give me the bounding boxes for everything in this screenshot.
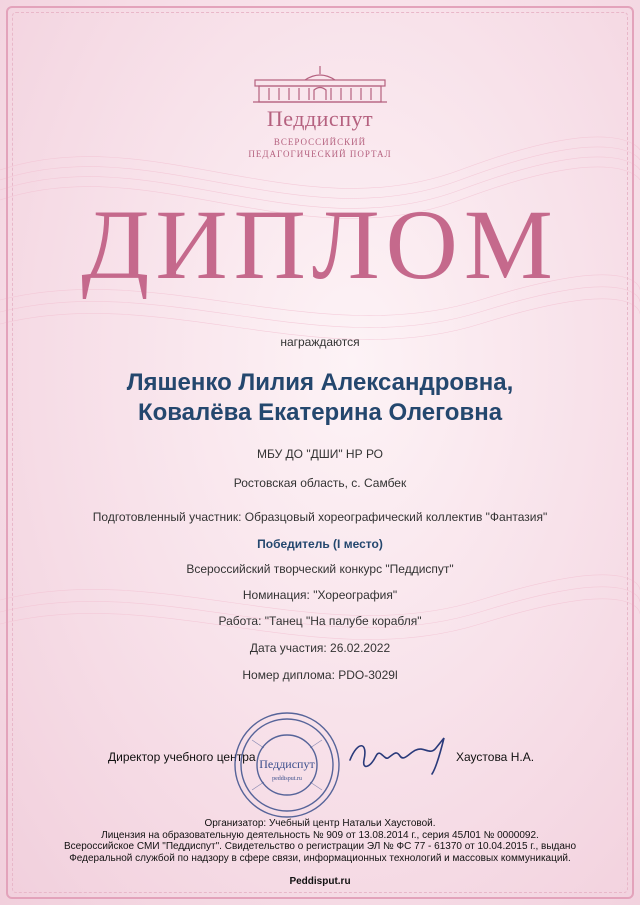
participant: Подготовленный участник: Образцовый хореографический коллектив "Фантазия" <box>92 510 548 524</box>
director-signature <box>340 730 460 780</box>
portal-logo <box>240 64 400 164</box>
region: Ростовская область, с. Самбек <box>233 476 407 490</box>
participation-date: Дата участия: 26.02.2022 <box>249 641 391 655</box>
director-name: Хаустова Н.А. <box>456 750 535 764</box>
diploma-title: ДИПЛОМ <box>81 189 559 300</box>
building-icon <box>245 64 395 106</box>
recipient-names <box>0 368 640 428</box>
diploma-number: Номер диплома: PDO-3029l <box>242 668 398 682</box>
footer-line: Федеральной службой по надзору в сфере связи, информационных технологий и массовых коммуникаций. <box>69 852 571 864</box>
place-result: Победитель (I место) <box>257 537 383 551</box>
site-link[interactable]: Peddisput.ru <box>289 876 351 887</box>
nomination: Номинация: "Хореография" <box>242 588 398 602</box>
footer-line: Всероссийское СМИ "Педдиспут". Свидетельство о регистрации ЭЛ № ФС 77 - 61370 от 10.04.2015 г., выдано <box>63 841 577 852</box>
recipient-name: Ляшенко Лилия Александровна, <box>126 369 514 396</box>
logo-subtitle: ВСЕРОССИЙСКИЙ <box>273 137 367 147</box>
awarded-label: награждаются <box>280 335 360 349</box>
stamp-site-text: peddisput.ru <box>272 776 302 782</box>
work-title: Работа: "Танец "На палубе корабля" <box>218 614 422 628</box>
footer-line: Лицензия на образовательную деятельность № 909 от 13.08.2014 г., серия 45Л01 № 0000092. <box>101 829 539 841</box>
stamp-seal <box>232 710 342 820</box>
footer-line: Организатор: Учебный центр Натальи Хаустовой. <box>204 818 436 829</box>
director-label: Директор учебного центра <box>108 750 256 764</box>
contest-name: Всероссийский творческий конкурс "Педдиспут" <box>186 562 454 576</box>
recipient-name: Ковалёва Екатерина Олеговна <box>137 399 503 426</box>
stamp-center-text: Педдиспут <box>259 757 315 771</box>
organization: МБУ ДО "ДШИ" НР РО <box>256 447 384 461</box>
footer-info <box>0 818 640 864</box>
logo-subtitle: ПЕДАГОГИЧЕСКИЙ ПОРТАЛ <box>248 149 392 159</box>
logo-name: Педдиспут <box>266 106 374 131</box>
